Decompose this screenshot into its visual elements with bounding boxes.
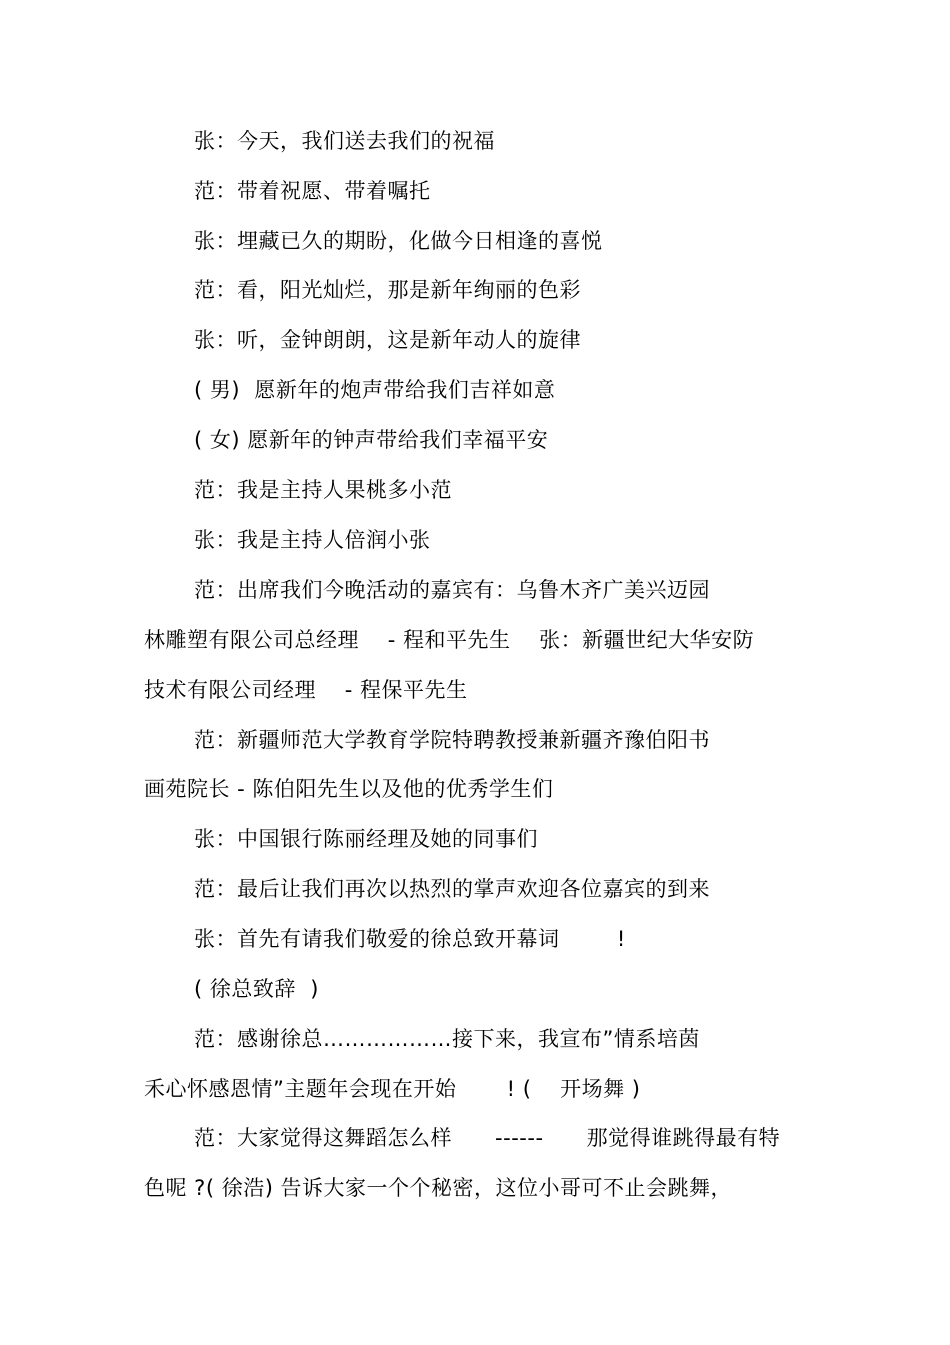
script-line: ( 徐总致辞 )	[194, 977, 319, 1001]
script-line: 林雕塑有限公司总经理 - 程和平先生 张：新疆世纪大华安防	[144, 628, 755, 652]
script-line: 技术有限公司经理 - 程保平先生	[144, 678, 468, 702]
script-line: 张：首先有请我们敬爱的徐总致开幕词 !	[194, 927, 626, 951]
script-line: 张：听，金钟朗朗，这是新年动人的旋律	[194, 328, 581, 352]
script-line: ( 男) 愿新年的炮声带给我们吉祥如意	[194, 378, 556, 402]
script-line: 画苑院长 - 陈伯阳先生以及他的优秀学生们	[144, 777, 554, 801]
script-line: 范：大家觉得这舞蹈怎么样 ------ 那觉得谁跳得最有特	[194, 1126, 781, 1150]
script-line: 张：埋藏已久的期盼，化做今日相逢的喜悦	[194, 229, 603, 253]
script-line: 张：中国银行陈丽经理及她的同事们	[194, 827, 538, 851]
script-line: 色呢 ?( 徐浩) 告诉大家一个个秘密，这位小哥可不止会跳舞，	[144, 1176, 733, 1200]
script-line: 范：新疆师范大学教育学院特聘教授兼新疆齐豫伯阳书	[194, 728, 710, 752]
script-line: 范：看，阳光灿烂，那是新年绚丽的色彩	[194, 278, 581, 302]
script-line: 范：我是主持人果桃多小范	[194, 478, 452, 502]
script-line: 范：带着祝愿、带着嘱托	[194, 179, 431, 203]
script-line: ( 女) 愿新年的钟声带给我们幸福平安	[194, 428, 549, 452]
script-line: 范：出席我们今晚活动的嘉宾有：乌鲁木齐广美兴迈园	[194, 578, 710, 602]
script-line: 张：今天，我们送去我们的祝福	[194, 129, 495, 153]
script-line: 张：我是主持人倍润小张	[194, 528, 431, 552]
script-line: 禾心怀感恩情”主题年会现在开始 ! ( 开场舞 )	[144, 1077, 641, 1101]
script-line: 范：感谢徐总………………接下来，我宣布”情系培茵	[194, 1027, 700, 1051]
script-line: 范：最后让我们再次以热烈的掌声欢迎各位嘉宾的到来	[194, 877, 710, 901]
